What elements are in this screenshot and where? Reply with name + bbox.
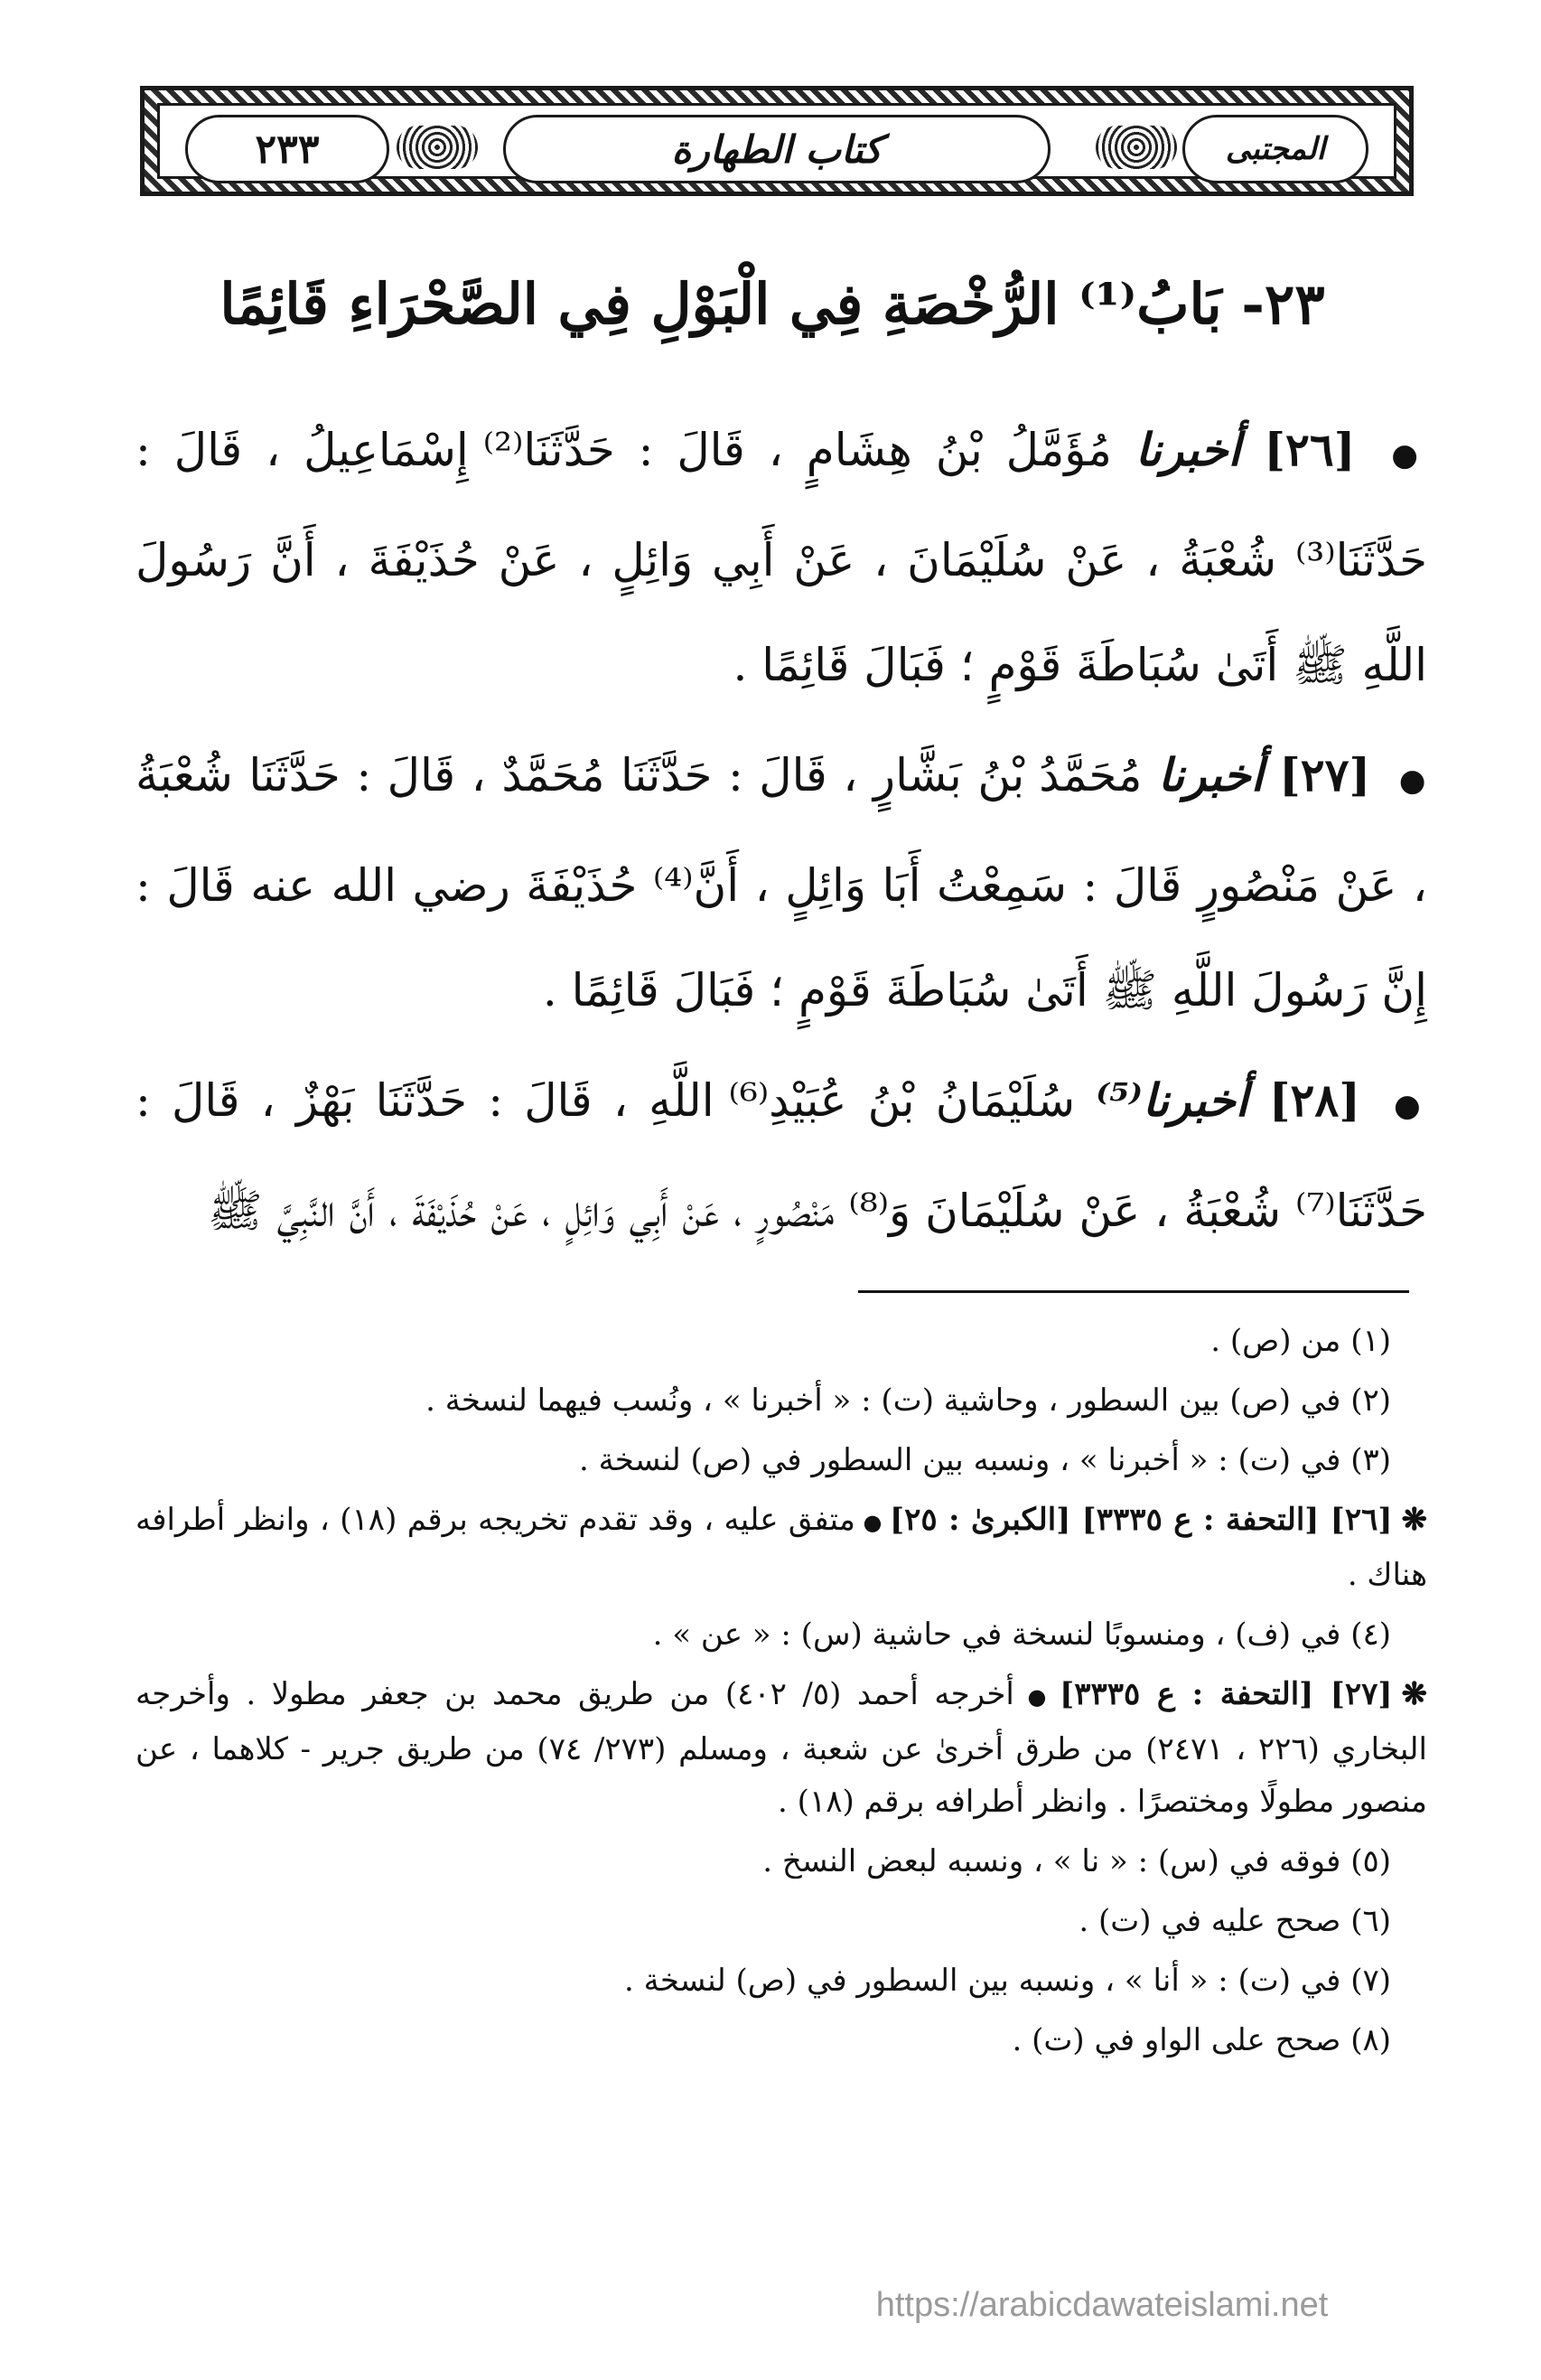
bab-number: ٢٣- <box>1241 271 1325 337</box>
book-name: المجتبى <box>1225 131 1326 167</box>
bullet-icon: ● <box>1021 1684 1053 1710</box>
footnote-1: (١) من (ص) . <box>1210 1323 1391 1359</box>
bullet-icon: ● <box>1391 437 1427 473</box>
watermark-url: https://arabicdawateislami.net <box>875 2286 1329 2324</box>
asterisk-icon: ❋ <box>1401 1502 1427 1538</box>
bullet-icon: ● <box>1398 763 1427 799</box>
page-number: ٢٣٣ <box>255 126 320 173</box>
hadith-26 <box>135 398 1427 717</box>
chapter-title-cartouche <box>503 115 1051 183</box>
footnote-8: (٨) صحح على الواو في (ت) . <box>1012 2022 1391 2058</box>
hadith-number: [٢٦] <box>1264 423 1356 476</box>
takhrij-tag: [٢٧] [التحفة : ع ٣٣٣٥] <box>1060 1676 1393 1712</box>
footnote-7: (٧) في (ت) : « أنا » ، ونسبه بين السطور في (ص) لنسخة . <box>623 1963 1391 1999</box>
hadith-28 <box>135 1048 1427 1263</box>
hadith-27 <box>135 723 1427 1043</box>
takhrij-text: متفق عليه ، وقد تقدم تخريجه برقم (١٨) ، وانظر أطرافه هناك . <box>135 1502 1427 1593</box>
takhrij-text: أخرجه أحمد (٥/ ٤٠٢) من طريق محمد بن جعفر مطولا . وأخرجه البخاري (٢٢٦ ، ٢٤٧١) من طرق أخرىٰ عن شعبة ، ومسلم (٢٧٣/ ٧٤) من طريق جرير - كلاهما ، عن منصور مطولًا ومختصرًا . وانظر أطرافه برقم (١٨) . <box>135 1676 1427 1820</box>
footnote-4: (٤) في (ف) ، ومنسوبًا لنسخة في حاشية (س) : « عن » . <box>652 1616 1391 1653</box>
book-name-cartouche <box>1182 115 1368 183</box>
footnote-3: (٣) في (ت) : « أخبرنا » ، ونسبه بين السطور في (ص) لنسخة . <box>578 1442 1391 1478</box>
takhrij-26 <box>135 1494 1427 1601</box>
page-header-ornament <box>140 86 1414 196</box>
hadith-opening: أخبرنا <box>1157 748 1264 801</box>
ornament-right-icon <box>1096 126 1177 169</box>
footnote-6: (٦) صحح عليه في (ت) . <box>1079 1903 1391 1939</box>
footnote-2: (٢) في (ص) بين السطور ، وحاشية (ت) : « أخبرنا » ، ونُسب فيهما لنسخة . <box>425 1382 1391 1419</box>
chapter-title: كتاب الطهارة <box>671 126 883 172</box>
hadith-number: [٢٨] <box>1268 1073 1360 1127</box>
hadith-opening: أخبرنا <box>1135 423 1241 476</box>
hadith-opening: أخبرنا⁽⁵⁾ <box>1096 1073 1248 1127</box>
footnote-divider <box>858 1290 1409 1293</box>
hadith-number: [٢٧] <box>1279 748 1371 801</box>
hadith-text: مُحَمَّدُ بْنُ بَشَّارٍ ، قَالَ : حَدَّثَنَا مُحَمَّدٌ ، قَالَ : حَدَّثَنَا شُعْبَةُ ، عَنْ مَنْصُورٍ قَالَ : سَمِعْتُ أَبَا وَائِلٍ ، أَنَّ⁽⁴⁾ حُذَيْفَةَ رضي الله عنه قَالَ : إِنَّ رَسُولَ اللَّهِ ﷺ أَتَىٰ سُبَاطَةَ قَوْمٍ ؛ فَبَالَ قَائِمًا . <box>135 749 1427 1017</box>
page-number-cartouche <box>185 115 389 183</box>
takhrij-tag: [٢٦] [التحفة : ع ٣٣٣٥] [الكبرىٰ : ٢٥] <box>890 1502 1393 1538</box>
bullet-icon: ● <box>1394 1088 1427 1124</box>
bullet-icon: ● <box>862 1510 883 1535</box>
footnote-5: (٥) فوقه في (س) : « نا » ، ونسبه لبعض النسخ . <box>762 1843 1391 1879</box>
ornament-left-icon <box>397 126 478 169</box>
hadith-text: سُلَيْمَانُ بْنُ عُبَيْدِ⁽⁶⁾ اللَّهِ ، قَالَ : حَدَّثَنَا بَهْزٌ ، قَالَ : حَدَّثَنَا⁽⁷⁾ شُعْبَةُ ، عَنْ سُلَيْمَانَ وَ⁽⁸⁾ مَنْصُورٍ ، عَنْ أَبِي وَائِلٍ ، عَنْ حُذَيْفَةَ ، أَنَّ النَّبِيَّ ﷺ <box>135 1074 1427 1237</box>
header-frame <box>157 103 1396 179</box>
takhrij-27 <box>135 1668 1427 1828</box>
footnotes <box>135 1315 1427 2074</box>
hadith-text: مُؤَمَّلُ بْنُ هِشَامٍ ، قَالَ : حَدَّثَنَا⁽²⁾ إِسْمَاعِيلُ ، قَالَ : حَدَّثَنَا⁽³⁾ شُعْبَةُ ، عَنْ سُلَيْمَانَ ، عَنْ أَبِي وَائِلٍ ، عَنْ حُذَيْفَةَ ، أَنَّ رَسُولَ اللَّهِ ﷺ أَتَىٰ سُبَاطَةَ قَوْمٍ ؛ فَبَالَ قَائِمًا . <box>135 424 1427 691</box>
asterisk-icon: ❋ <box>1401 1676 1427 1712</box>
bab-heading <box>135 271 1409 337</box>
bab-title: بَابُ⁽¹⁾ الرُّخْصَةِ فِي الْبَوْلِ فِي الصَّحْرَاءِ قَائِمًا <box>219 271 1222 337</box>
